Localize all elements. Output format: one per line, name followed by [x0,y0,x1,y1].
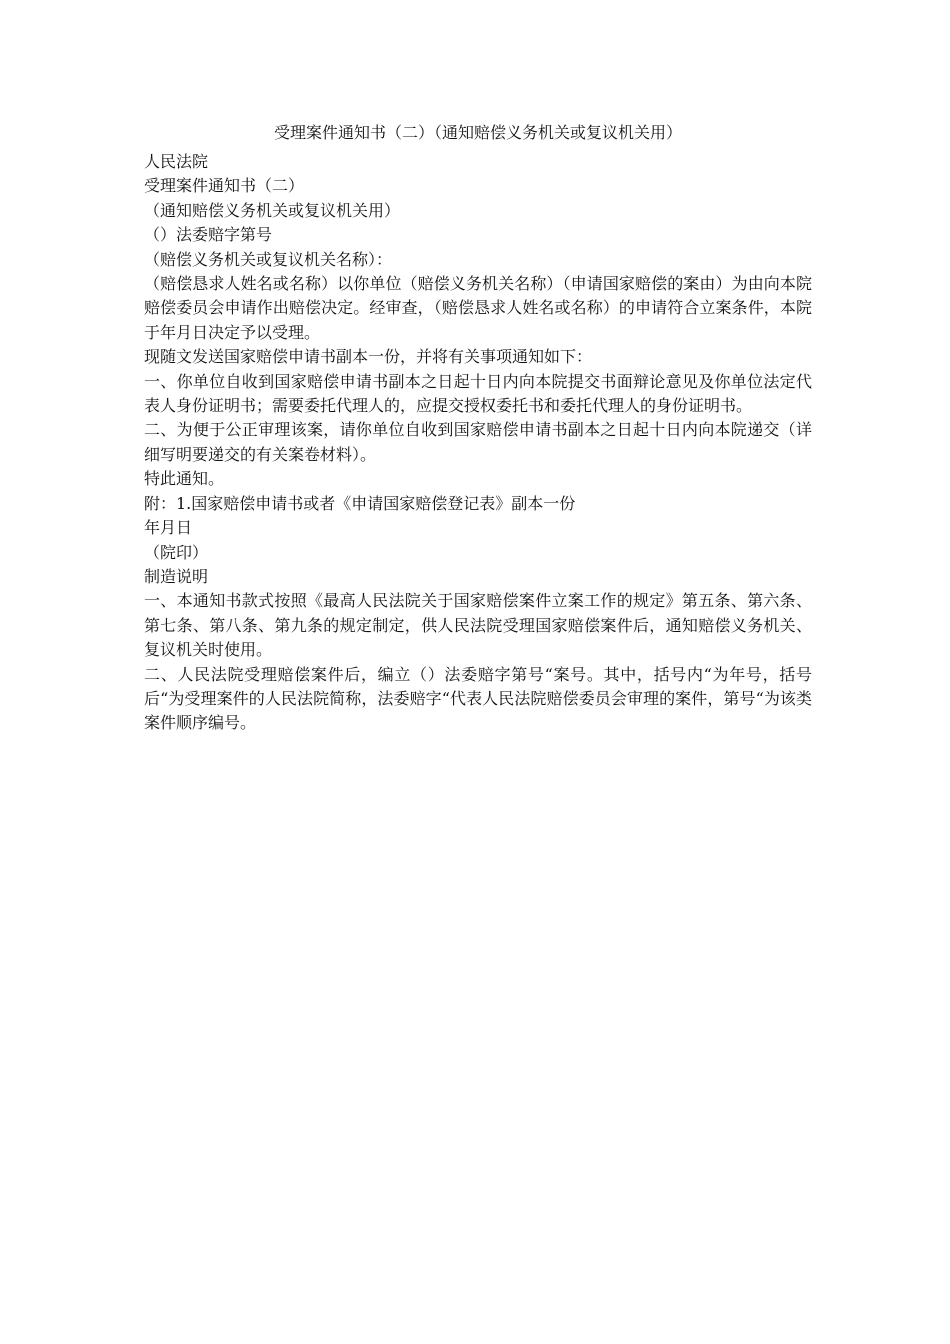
notice-subheading: （通知赔偿义务机关或复议机关用） [144,200,401,220]
document-title: 受理案件通知书（二）（通知赔偿义务机关或复议机关用） [273,123,682,142]
document-page [144,120,812,736]
instructions-heading: 制造说明 [144,566,209,586]
body-paragraph-notice: 现随文发送国家赔偿申请书副本一份，并将有关事项通知如下： [144,347,593,367]
date-line: 年月日 [144,518,193,538]
court-name: 人民法院 [144,152,209,171]
item-one: 一、你单位自收到国家赔偿申请书副本之日起十日内向本院提交书面辩论意见及你单位法定代表人身份证明书；需要委托代理人的，应提交授权委托书和委托代理人的身份证明书。 [144,371,812,416]
notice-heading: 受理案件通知书（二） [144,176,305,196]
body-paragraph-acceptance: （赔偿恳求人姓名或名称）以你单位（赔偿义务机关名称）（申请国家赔偿的案由）为由向本院赔偿委员会申请作出赔偿决定。经审查，（赔偿恳求人姓名或名称）的申请符合立案条件，本院于年月日决定予以受理。 [144,274,812,342]
instruction-two: 二、人民法院受理赔偿案件后，编立（）法委赔字第号“案号。其中，括号内“为年号，括号后“为受理案件的人民法院简称，法委赔字“代表人民法院赔偿委员会审理的案件，第号“为该类案件顺序编号。 [144,664,812,733]
court-seal: （院印） [144,542,209,562]
item-two: 二、为便于公正审理该案，请你单位自收到国家赔偿申请书副本之日起十日内向本院递交（详细写明要递交的有关案卷材料）。 [144,420,812,464]
case-number: （）法委赔字第号 [144,225,273,245]
instruction-one: 一、本通知书款式按照《最高人民法院关于国家赔偿案件立案工作的规定》第五条、第六条、第七条、第八条、第九条的规定制定，供人民法院受理国家赔偿案件后，通知赔偿义务机关、复议机关时使用。 [144,591,812,660]
closing-line: 特此通知。 [144,469,225,489]
attachment-line: 附：1.国家赔偿申请书或者《申请国家赔偿登记表》副本一份 [144,493,576,513]
recipient-line: （赔偿义务机关或复议机关名称）： [144,249,393,269]
